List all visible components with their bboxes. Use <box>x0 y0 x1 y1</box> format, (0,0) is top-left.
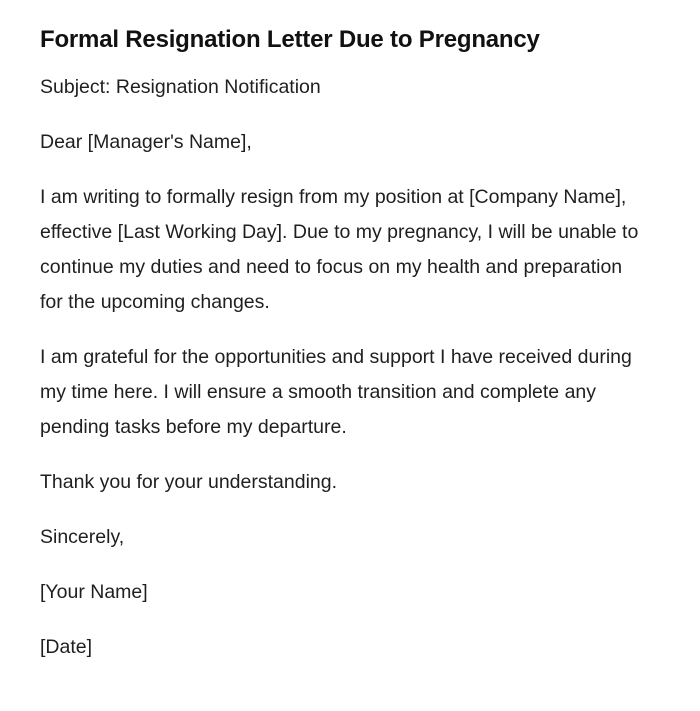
letter-closing: Sincerely, <box>40 526 125 548</box>
letter-title: Formal Resignation Letter Due to Pregnancy <box>40 26 540 53</box>
letter-body-paragraph-2: I am grateful for the opportunities and support I have received during my time here. I will ensure a smooth transition and complete any pending tasks before my departure. <box>40 346 632 438</box>
letter-signature-name: [Your Name] <box>40 581 148 603</box>
letter-date: [Date] <box>40 636 93 658</box>
letter-document <box>40 22 640 685</box>
letter-thanks: Thank you for your understanding. <box>40 471 338 493</box>
letter-subject: Subject: Resignation Notification <box>40 76 321 98</box>
letter-salutation: Dear [Manager's Name], <box>40 131 252 153</box>
letter-body-paragraph-1: I am writing to formally resign from my position at [Company Name], effective [Last Working Day]. Due to my pregnancy, I will be unable to continue my duties and need to focus on my health and preparation for the upcoming changes. <box>40 186 639 313</box>
